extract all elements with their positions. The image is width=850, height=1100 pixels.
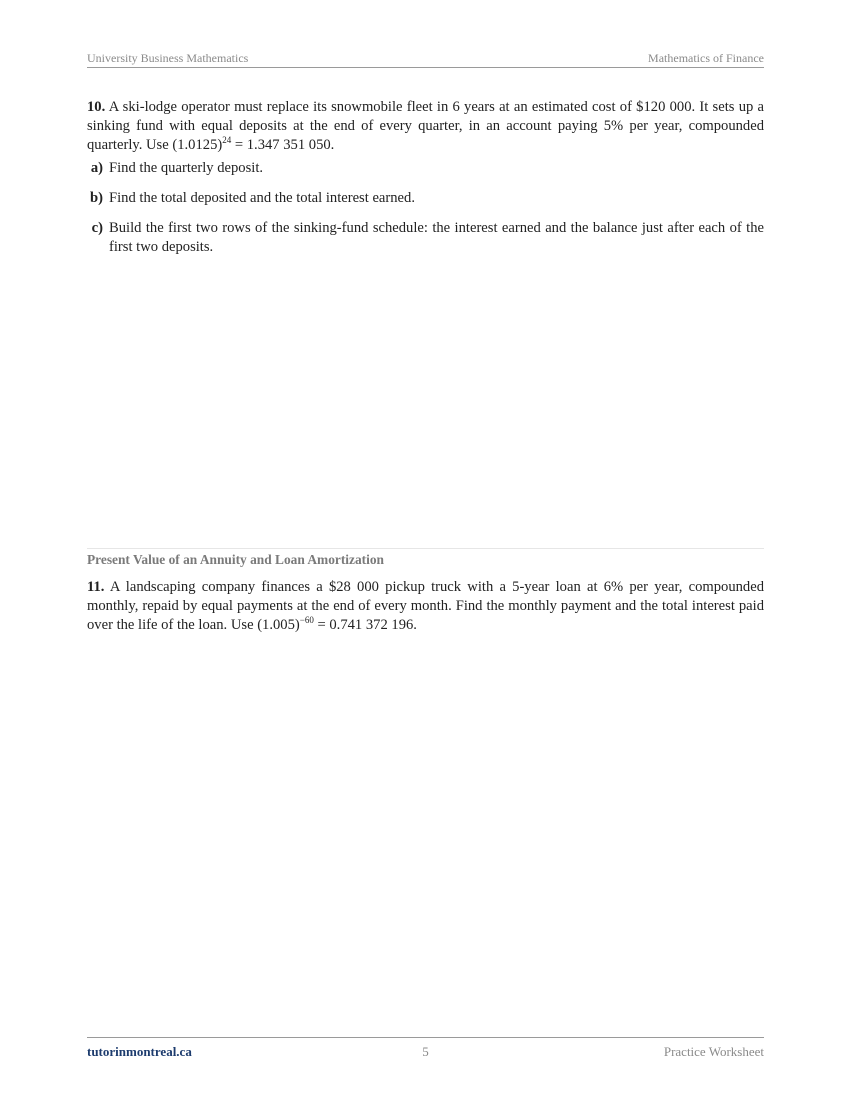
part-text: Build the first two rows of the sinking-fund schedule: the interest earned and the balance just after each of the first two deposits.	[109, 220, 764, 255]
page-header	[87, 51, 764, 68]
footer-site-link[interactable]: tutorinmontreal.ca	[87, 1044, 192, 1059]
part-text: Find the total deposited and the total interest earned.	[109, 190, 415, 206]
part-label: a)	[90, 160, 103, 176]
problem-text: A landscaping company finances a $28 000 pickup truck with a 5-year loan at 6% per year, compounded monthly, repaid by equal payments at the end of every month. Find the monthly payment and the total interest paid over the life of the loan. Use (1.005)	[87, 579, 765, 633]
section-divider	[87, 548, 764, 549]
problem-text-end: = 0.741 372 196.	[313, 617, 417, 633]
exponent: −60	[299, 615, 314, 625]
part-label: b)	[90, 190, 103, 206]
page-footer	[87, 1037, 764, 1060]
part-text: Find the quarterly deposit.	[109, 160, 264, 176]
problem-10-parts	[87, 159, 764, 257]
problem-number: 11.	[87, 579, 105, 595]
section-title: Present Value of an Annuity and Loan Amortization	[87, 552, 384, 567]
footer-label: Practice Worksheet	[663, 1044, 764, 1059]
exponent: 24	[222, 135, 232, 145]
problem-10-statement	[87, 98, 764, 155]
problem-11	[87, 578, 764, 635]
header-chapter-title: Mathematics of Finance	[648, 51, 764, 65]
part-label: c)	[91, 220, 103, 236]
problem-text: A ski-lodge operator must replace its snowmobile fleet in 6 years at an estimated cost of $120 000. It sets up a sinking fund with equal deposits at the end of every quarter, in an account paying 5% per year, compounded quarterly. Use (1.0125)	[87, 99, 765, 153]
page-number: 5	[422, 1044, 429, 1059]
part-c	[87, 219, 764, 257]
problem-10	[87, 98, 764, 268]
header-course-title: University Business Mathematics	[87, 51, 249, 65]
problem-number: 10.	[87, 99, 106, 115]
part-a	[87, 159, 764, 178]
part-b	[87, 189, 764, 208]
problem-text-end: = 1.347 351 050.	[231, 137, 335, 153]
